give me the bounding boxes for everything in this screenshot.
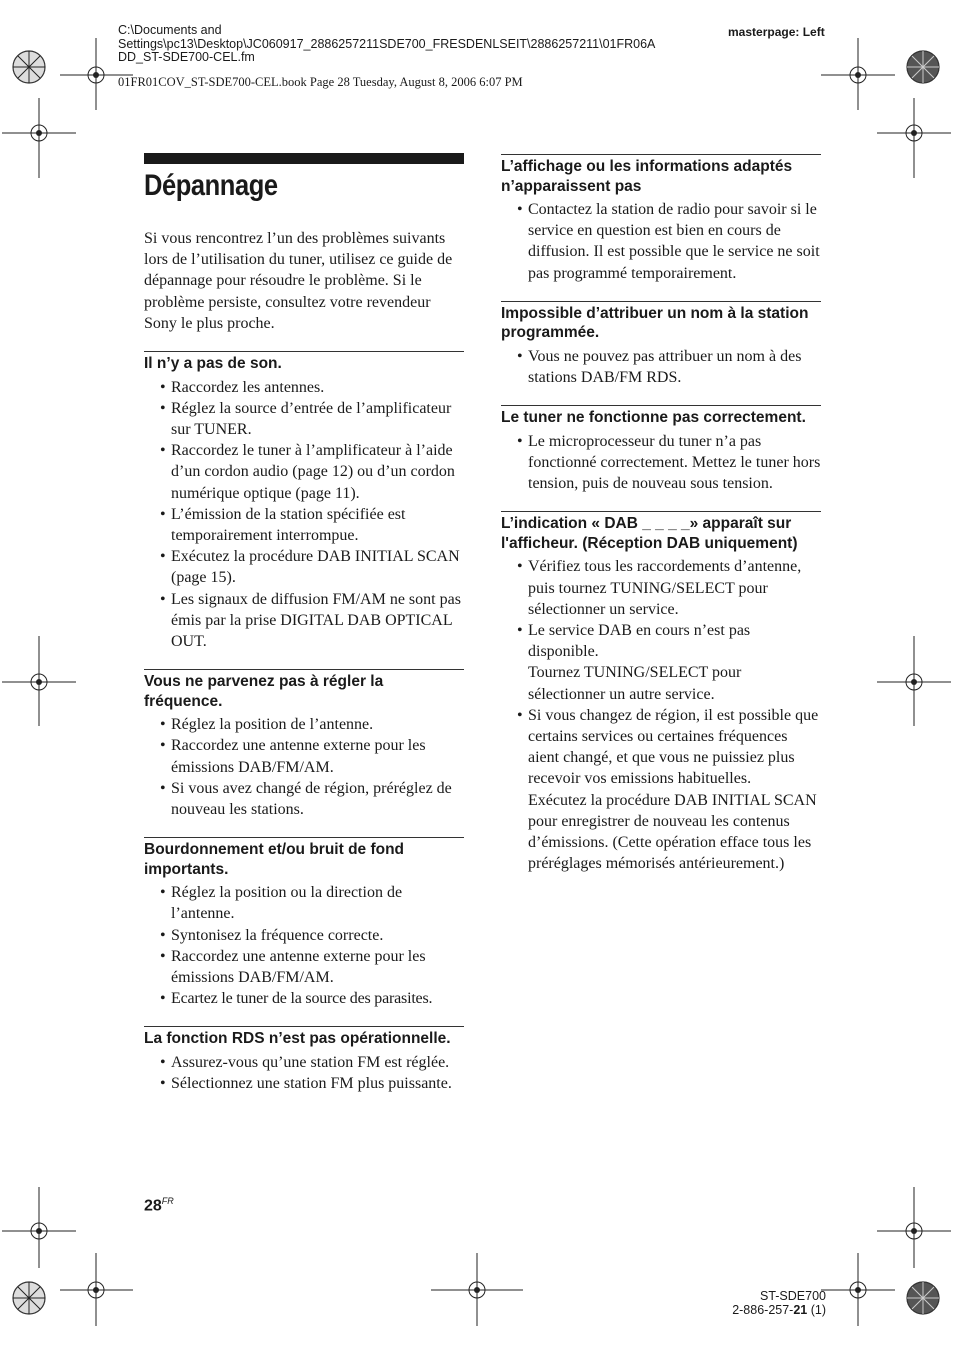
masterpage-label: masterpage: Left: [728, 25, 825, 39]
section-heading: Vous ne parvenez pas à régler la fréquence.: [144, 673, 384, 710]
section-station-name: [501, 301, 821, 388]
section-display: [501, 154, 821, 284]
list-item: • Raccordez une antenne externe pour les émissions DAB/FM/AM.: [144, 735, 464, 777]
file-path-line: Settings\pc13\Desktop\JC060917_2886257211SDE700_FRESDENLSEIT\2886257211\01FR06A: [118, 36, 656, 51]
list-item-extra: Tournez TUNING/SELECT pour sélectionner un autre service.: [528, 664, 742, 703]
footer-model-code: [724, 1289, 826, 1317]
list-item: • Raccordez les antennes.: [144, 377, 464, 398]
left-column: [144, 153, 464, 1111]
section-dab-indication: [501, 511, 821, 874]
list-item-extra: Exécutez la procédure DAB INITIAL SCAN pour enregistrer de nouveau les contenus d’émissions. (Cette opération efface tous les préréglages mémorisés antérieurement.): [528, 791, 817, 873]
list-item-text: Si vous changez de région, il est possible que certains services ou certaines fréquences aient changé, et que vous ne puissiez plus recevoir vos emissions habituelles.: [528, 706, 819, 788]
section-no-sound: [144, 351, 464, 652]
list-item: • Exécutez la procédure DAB INITIAL SCAN (page 15).: [144, 546, 464, 588]
list-item: • Réglez la position de l’antenne.: [144, 714, 464, 735]
section-heading: L’indication « DAB _ _ _ _» apparaît sur l'afficheur. (Réception DAB uniquement): [501, 515, 798, 552]
list-item: • Si vous avez changé de région, préréglez de nouveau les stations.: [144, 778, 464, 820]
list-item: [501, 705, 821, 875]
title-bar: [144, 153, 464, 164]
right-column: [501, 154, 821, 891]
book-info-line: 01FR01COV_ST-SDE700-CEL.book Page 28 Tuesday, August 8, 2006 6:07 PM: [118, 75, 523, 89]
intro-paragraph: Si vous rencontrez l’un des problèmes suivants lors de l’utilisation du tuner, utilisez ce guide de dépannage pour résoudre le problème. Si le problème persiste, consultez votre revendeur Sony le plus proche.: [144, 230, 453, 332]
section-malfunction: [501, 405, 821, 494]
section-heading: La fonction RDS n’est pas opérationnelle.: [144, 1030, 451, 1048]
list-item: • Sélectionnez une station FM plus puissante.: [144, 1073, 464, 1094]
list-item: • Réglez la source d’entrée de l’amplificateur sur TUNER.: [144, 398, 464, 440]
page-lang: FR: [161, 1196, 174, 1206]
list-item-text: Le service DAB en cours n’est pas disponible.: [528, 621, 751, 661]
section-rds: [144, 1026, 464, 1094]
list-item: • Contactez la station de radio pour savoir si le service en question est bien en cours de diffusion. Il est possible que le service ne soit pas programmé temporairement.: [501, 199, 821, 284]
section-heading: Il n’y a pas de son.: [144, 355, 282, 373]
part-code: [724, 1303, 826, 1317]
page-number: [144, 1196, 174, 1215]
file-path-line: DD_ST-SDE700-CEL.fm: [118, 50, 255, 64]
model-name: ST-SDE700: [759, 1289, 826, 1303]
code-prefix: 2-886-257-: [732, 1303, 794, 1317]
section-heading: Le tuner ne fonctionne pas correctement.: [501, 409, 806, 427]
code-bold: 21: [793, 1303, 808, 1317]
list-item: • Raccordez une antenne externe pour les émissions DAB/FM/AM.: [144, 946, 464, 988]
page-title: Dépannage: [144, 169, 278, 202]
section-noise: [144, 837, 464, 1009]
list-item: • Ecartez le tuner de la source des parasites.: [144, 988, 464, 1009]
list-item: [501, 620, 821, 705]
list-item: • Vous ne pouvez pas attribuer un nom à des stations DAB/FM RDS.: [501, 346, 821, 388]
list-item: • Les signaux de diffusion FM/AM ne sont pas émis par la prise DIGITAL DAB OPTICAL OUT.: [144, 589, 464, 653]
list-item: • Syntonisez la fréquence correcte.: [144, 925, 464, 946]
code-suffix: (1): [807, 1303, 826, 1317]
section-tuning: [144, 669, 464, 820]
file-path-line: C:\Documents and: [118, 23, 222, 37]
section-heading: Bourdonnement et/ou bruit de fond importants.: [144, 841, 405, 878]
list-item: • L’émission de la station spécifiée est temporairement interrompue.: [144, 504, 464, 546]
list-item: • Vérifiez tous les raccordements d’antenne, puis tournez TUNING/SELECT pour sélectionner un service.: [501, 556, 821, 620]
list-item: • Raccordez le tuner à l’amplificateur à l’aide d’un cordon audio (page 12) ou d’un cordon numérique optique (page 11).: [144, 440, 464, 504]
section-heading: Impossible d’attribuer un nom à la station programmée.: [501, 304, 809, 342]
section-heading: L’affichage ou les informations adaptés n’apparaissent pas: [501, 158, 793, 195]
list-item: • Assurez-vous qu’une station FM est réglée.: [144, 1052, 464, 1073]
page-number-value: 28: [144, 1197, 162, 1215]
list-item: • Le microprocesseur du tuner n’a pas fonctionné correctement. Mettez le tuner hors tension, puis de nouveau sous tension.: [501, 431, 821, 495]
list-item: • Réglez la position ou la direction de l’antenne.: [144, 882, 464, 924]
